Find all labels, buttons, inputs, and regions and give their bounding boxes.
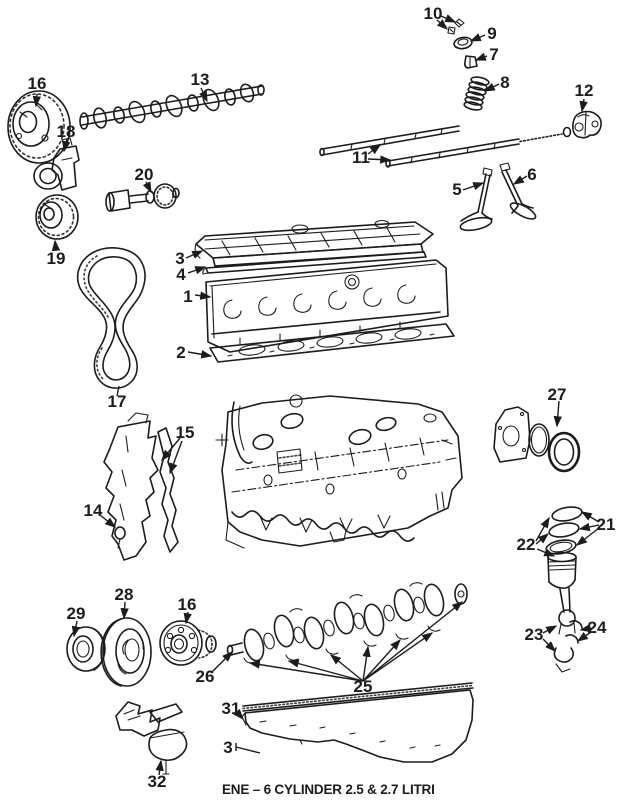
callout-9: 9 (487, 24, 497, 43)
callout-28: 28 (114, 585, 134, 604)
front-seal-drawing (67, 627, 105, 671)
callout-32: 32 (147, 772, 167, 791)
crank-hub-drawing (160, 621, 216, 665)
callout-12: 12 (574, 81, 594, 100)
engine-block-drawing (216, 395, 462, 548)
valve-cover-gasket-drawing (203, 252, 426, 274)
callout-18: 18 (56, 122, 76, 141)
rear-seal-kit-drawing (494, 407, 579, 471)
callout-17: 17 (107, 392, 127, 411)
callout-29: 29 (66, 604, 86, 623)
callout-7: 7 (489, 45, 499, 64)
callout-16-bottom: 16 (177, 595, 197, 614)
lower-timing-gear-drawing (36, 195, 78, 239)
callout-19: 19 (46, 249, 66, 268)
callout-10: 10 (423, 4, 443, 23)
callout-3-valve-cover: 3 (175, 249, 185, 268)
callout-24: 24 (587, 618, 607, 637)
piston-rings-drawing (545, 505, 583, 556)
callout-2: 2 (176, 343, 186, 362)
callout-4: 4 (176, 265, 186, 284)
camshaft-drawing (80, 82, 264, 129)
callout-22: 22 (516, 535, 536, 554)
callout-1: 1 (183, 287, 193, 306)
tensioner-bracket-drawing (34, 138, 79, 190)
callout-26: 26 (195, 667, 215, 686)
pulley-damper-drawing (101, 618, 151, 686)
valve-stem-seal-drawing (465, 56, 477, 68)
valve-keepers-drawing (448, 19, 464, 34)
head-gasket-drawing (210, 324, 454, 362)
callout-5: 5 (452, 180, 462, 199)
valve-spring-drawing (463, 76, 489, 112)
valve-left-drawing (459, 168, 493, 233)
callout-6: 6 (527, 165, 537, 184)
callout-21: 21 (596, 515, 616, 534)
cam-follower-drawing (573, 112, 601, 138)
front-covers-drawing (104, 413, 178, 560)
crankshaft-drawing (228, 582, 468, 663)
callout-31: 31 (221, 699, 241, 718)
callout-3-oil-pan: 3 (223, 738, 233, 757)
callout-16-top: 16 (27, 74, 47, 93)
callout-11: 11 (352, 148, 370, 167)
callout-23: 23 (524, 625, 544, 644)
oil-pan-drawing (242, 690, 473, 762)
callout-13: 13 (190, 70, 210, 89)
auxiliary-shaft-drawing (106, 184, 179, 211)
rod-bearings-drawing (554, 621, 582, 672)
callout-8: 8 (500, 73, 510, 92)
engine-mount-drawing (116, 702, 187, 774)
callout-15: 15 (175, 423, 195, 442)
callout-27: 27 (547, 385, 567, 404)
callout-20: 20 (134, 165, 154, 184)
diagram-caption: ENE – 6 CYLINDER 2.5 & 2.7 LITRI (222, 782, 435, 797)
callout-25: 25 (353, 677, 373, 696)
spring-retainer-drawing (453, 36, 473, 50)
callout-14: 14 (83, 501, 103, 520)
timing-belt-drawing (78, 248, 145, 388)
